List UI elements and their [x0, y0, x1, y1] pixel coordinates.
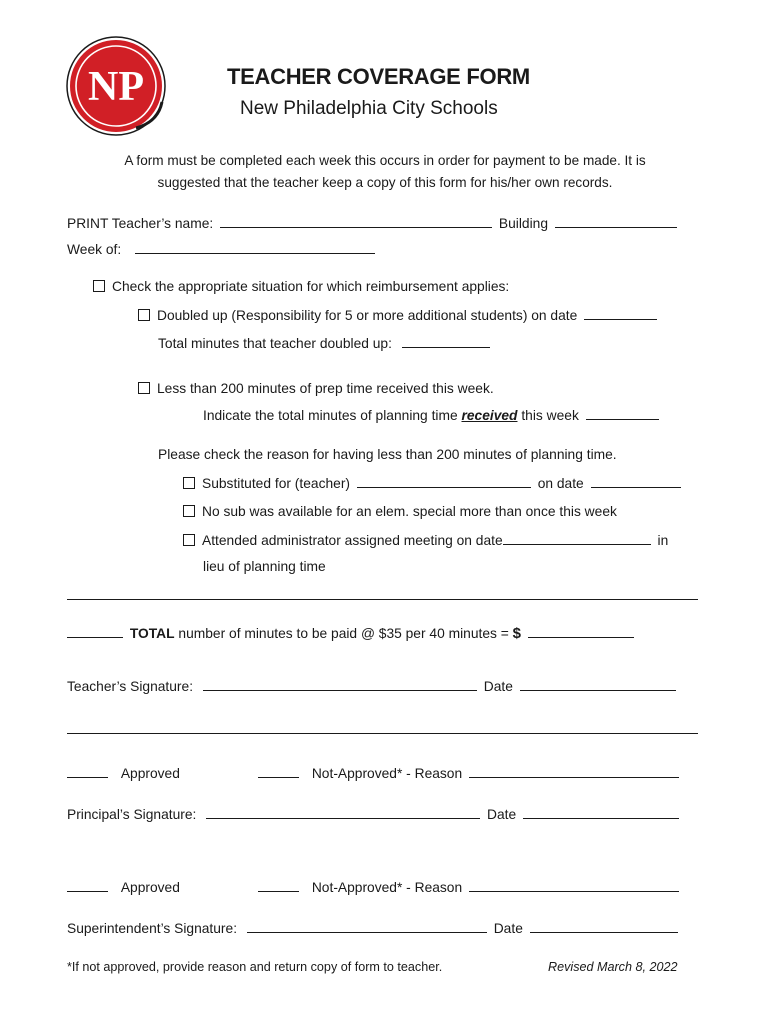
- teacher-date-label: Date: [483, 679, 513, 694]
- superintendent-signature-label: Superintendent’s Signature:: [67, 921, 238, 936]
- week-of-field[interactable]: [135, 241, 375, 254]
- total-doubled-label: Total minutes that teacher doubled up:: [158, 336, 392, 351]
- substituted-label: Substituted for (teacher): [202, 476, 351, 491]
- indicate-prefix: Indicate the total minutes of planning time: [203, 408, 458, 423]
- week-of-label: Week of:: [67, 242, 122, 257]
- indicate-suffix: this week: [521, 408, 579, 423]
- superintendent-not-approved-field[interactable]: [258, 879, 299, 892]
- doubled-up-label: Doubled up (Responsibility for 5 or more additional students) on date: [157, 308, 578, 323]
- substituted-date-field[interactable]: [591, 475, 681, 488]
- teacher-name-row: [67, 215, 680, 231]
- situation-checkbox[interactable]: [93, 280, 105, 292]
- attended-date-field[interactable]: [503, 532, 651, 545]
- superintendent-approved-label: Approved: [120, 880, 180, 895]
- situation-label: Check the appropriate situation for which reimbursement applies:: [112, 279, 510, 294]
- divider-2: [67, 733, 698, 734]
- superintendent-date-field[interactable]: [530, 920, 678, 933]
- doubled-up-date-field[interactable]: [584, 307, 657, 320]
- total-doubled-row: [158, 335, 493, 351]
- superintendent-signature-field[interactable]: [247, 920, 487, 933]
- total-minutes-field[interactable]: [67, 625, 123, 638]
- teacher-date-field[interactable]: [520, 678, 676, 691]
- total-doubled-field[interactable]: [402, 335, 490, 348]
- superintendent-approved-field[interactable]: [67, 879, 108, 892]
- superintendent-signature-row: [67, 920, 681, 936]
- principal-date-field[interactable]: [523, 806, 679, 819]
- principal-not-approved-label: Not-Approved* - Reason: [311, 766, 463, 781]
- lieu-label: lieu of planning time: [203, 559, 326, 574]
- np-logo: [66, 36, 170, 140]
- principal-approved-field[interactable]: [67, 765, 108, 778]
- doubled-up-checkbox[interactable]: [138, 309, 150, 321]
- logo-text: NP: [88, 64, 144, 110]
- teacher-name-field[interactable]: [220, 215, 492, 228]
- teacher-signature-field[interactable]: [203, 678, 477, 691]
- attended-checkbox[interactable]: [183, 534, 195, 546]
- doubled-up-row: [138, 307, 660, 323]
- superintendent-reason-field[interactable]: [469, 879, 679, 892]
- teacher-name-label: PRINT Teacher’s name:: [67, 216, 214, 231]
- dollar-sign: $: [512, 625, 521, 642]
- principal-not-approved-row: [258, 765, 682, 781]
- principal-signature-field[interactable]: [206, 806, 480, 819]
- attended-row: [183, 532, 668, 548]
- intro-line-2: suggested that the teacher keep a copy of this form for his/her own records.: [157, 175, 613, 190]
- building-field[interactable]: [555, 215, 677, 228]
- teacher-signature-row: [67, 678, 679, 694]
- situation-row: [93, 279, 509, 294]
- total-row: [67, 625, 637, 642]
- superintendent-approved-row: [67, 879, 180, 895]
- attended-in-label: in: [657, 533, 669, 548]
- superintendent-not-approved-row: [258, 879, 682, 895]
- substituted-row: [183, 475, 684, 491]
- total-word: TOTAL: [129, 626, 175, 641]
- superintendent-not-approved-label: Not-Approved* - Reason: [311, 880, 463, 895]
- less-than-label: Less than 200 minutes of prep time received this week.: [157, 381, 494, 396]
- less-than-row: [138, 381, 494, 396]
- total-amount-field[interactable]: [528, 625, 634, 638]
- principal-reason-field[interactable]: [469, 765, 679, 778]
- building-label: Building: [498, 216, 548, 231]
- teacher-signature-label: Teacher’s Signature:: [67, 679, 194, 694]
- divider-1: [67, 599, 698, 600]
- week-of-row: [67, 241, 378, 257]
- no-sub-label: No sub was available for an elem. special more than once this week: [202, 504, 617, 519]
- revised-date: Revised March 8, 2022: [548, 960, 678, 974]
- total-text: number of minutes to be paid @ $35 per 40 minutes =: [178, 626, 509, 641]
- principal-approved-row: [67, 765, 180, 781]
- form-title: TEACHER COVERAGE FORM: [227, 64, 530, 89]
- intro-line-1: A form must be completed each week this occurs in order for payment to be made. It is: [124, 153, 646, 168]
- superintendent-date-label: Date: [493, 921, 523, 936]
- reason-heading: Please check the reason for having less than 200 minutes of planning time.: [158, 447, 617, 462]
- less-than-checkbox[interactable]: [138, 382, 150, 394]
- no-sub-checkbox[interactable]: [183, 505, 195, 517]
- received-emphasis: received: [461, 408, 518, 423]
- principal-signature-row: [67, 806, 682, 822]
- substituted-teacher-field[interactable]: [357, 475, 531, 488]
- principal-approved-label: Approved: [120, 766, 180, 781]
- district-name: New Philadelphia City Schools: [240, 98, 498, 119]
- footer-note: *If not approved, provide reason and return copy of form to teacher.: [67, 960, 443, 974]
- attended-label: Attended administrator assigned meeting on date: [202, 533, 503, 548]
- principal-signature-label: Principal’s Signature:: [67, 807, 197, 822]
- principal-not-approved-field[interactable]: [258, 765, 299, 778]
- planning-minutes-field[interactable]: [586, 407, 659, 420]
- indicate-row: [203, 407, 662, 423]
- substituted-checkbox[interactable]: [183, 477, 195, 489]
- no-sub-row: [183, 504, 617, 519]
- principal-date-label: Date: [487, 807, 517, 822]
- substituted-on-date-label: on date: [537, 476, 584, 491]
